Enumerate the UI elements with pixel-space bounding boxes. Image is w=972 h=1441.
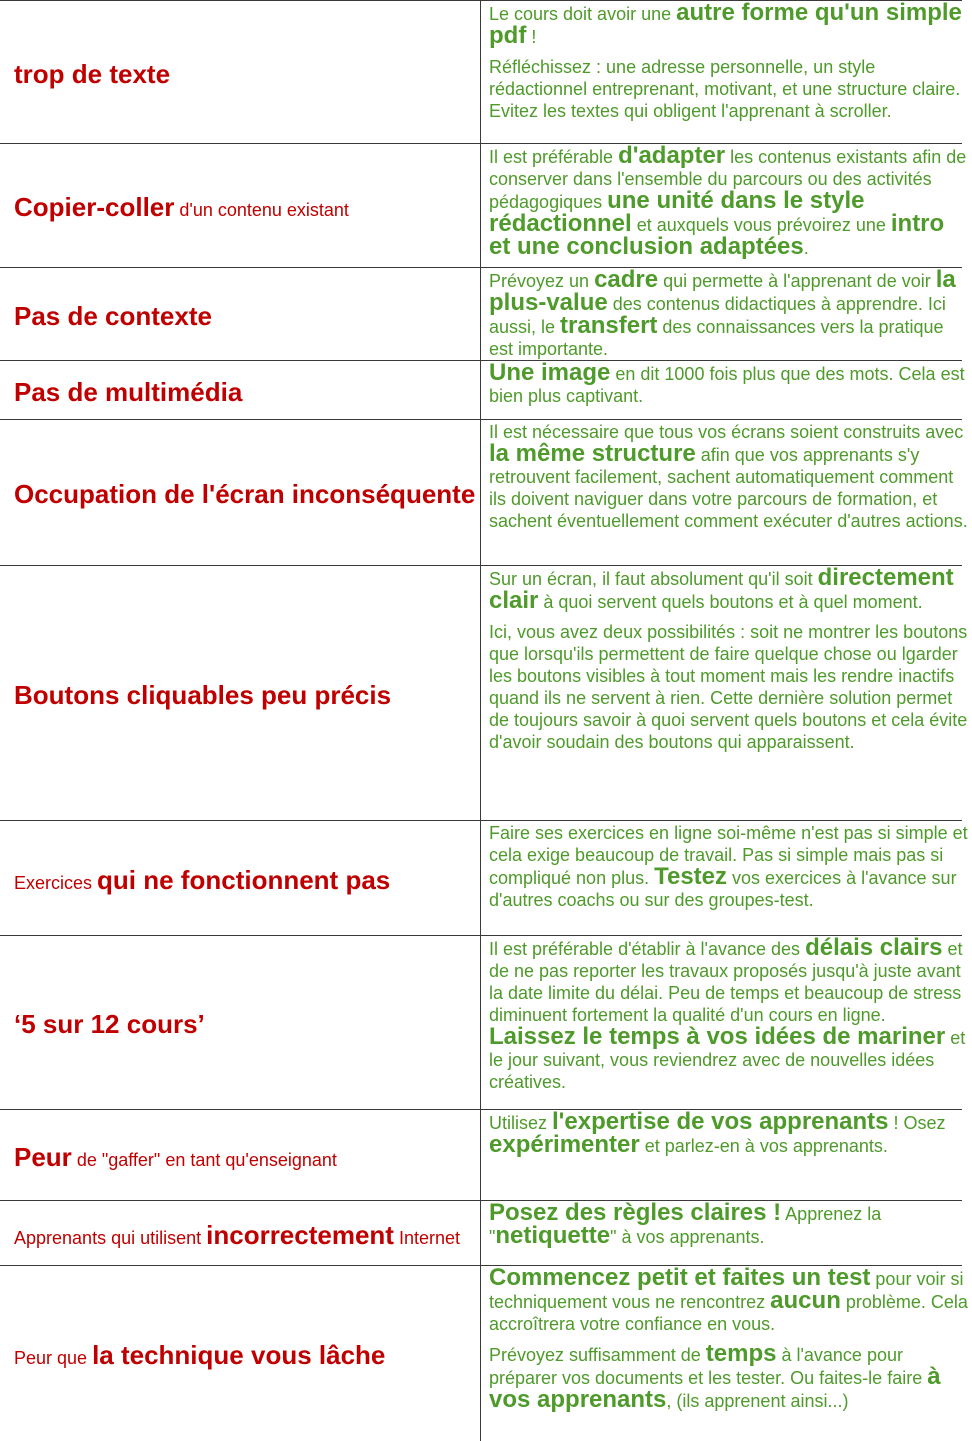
solution-phrase: Ici, vous avez deux possibilités : soit ne montrer les boutons que lorsqu'ils permettent de faire quelque chose ou lgarder les boutons visibles à tout moment mais les rendre inactifs quand ils ne servent à rien. Cette dernière solution permet de toujours savoir à quoi servent quels boutons et cela évite d'avoir soudain des boutons qui apparaissent.: [489, 622, 968, 752]
solution-cell: [481, 567, 969, 820]
solution-text: [481, 1202, 969, 1248]
solution-keyword: netiquette: [495, 1222, 611, 1249]
solution-keyword: délais clairs: [805, 937, 943, 961]
solution-paragraph: [489, 1111, 969, 1157]
solution-keyword: expérimenter: [489, 1131, 640, 1158]
problem-cell: [0, 360, 480, 419]
solution-paragraph: [489, 56, 969, 122]
problem-keyword: trop de texte: [14, 58, 171, 89]
solution-phrase: Le cours doit avoir une: [489, 4, 677, 24]
solution-phrase: Réfléchissez : une adresse personnelle, un style rédactionnel entreprenant, motivant, et une structure claire. Evitez les textes qui obligent l'apprenant à scroller.: [489, 57, 961, 121]
solution-phrase: et de ne pas reporter les travaux proposés jusqu'à juste avant la date limite du délai. Peu de temps et beaucoup de stress diminuent fortement la qualité d'un cours en ligne.: [489, 939, 963, 1025]
solution-phrase: " à vos apprenants.: [610, 1227, 765, 1247]
solution-keyword: intro et une conclusion adaptées: [489, 210, 945, 260]
solution-text: [481, 269, 969, 360]
solution-phrase: !: [526, 27, 537, 47]
solution-keyword: la même structure: [489, 440, 696, 467]
solution-phrase: et le jour suivant, vous reviendrez avec de nouvelles idées créatives.: [489, 1028, 966, 1092]
problem-cell: [0, 0, 480, 143]
solution-phrase: qui permette à l'apprenant de voir: [658, 271, 936, 291]
problem-text: [0, 1218, 460, 1248]
problem-cell: [0, 1200, 480, 1265]
problem-keyword: qui ne fonctionnent pas: [97, 864, 391, 895]
solution-paragraph: [489, 145, 969, 259]
solution-phrase: , (ils apprenent ainsi...): [666, 1391, 849, 1411]
solution-cell: [481, 362, 969, 419]
solution-keyword: une unité dans le style rédactionnel: [489, 187, 865, 237]
problem-keyword: incorrectement: [206, 1219, 394, 1250]
problem-text: [0, 863, 390, 893]
solution-cell: [481, 269, 969, 360]
problem-text: [0, 477, 475, 507]
solution-phrase: .: [803, 238, 809, 258]
solution-phrase: des contenus didactiques à apprendre. Ici aussi, le: [489, 294, 946, 337]
solution-text: [481, 2, 969, 122]
problem-keyword: ‘5 sur 12 cours’: [14, 1009, 205, 1039]
problem-phrase: Peur que: [14, 1348, 93, 1368]
solution-phrase: et parlez-en à vos apprenants.: [639, 1136, 888, 1156]
solution-paragraph: [489, 567, 969, 613]
problem-phrase: Apprenants qui utilisent: [14, 1227, 207, 1248]
problem-text: [0, 57, 170, 87]
solution-phrase: des connaissances vers la pratique est importante.: [489, 317, 944, 359]
solution-phrase: Utilisez: [489, 1113, 553, 1133]
problem-text: [0, 1338, 385, 1368]
problem-text: [0, 678, 391, 708]
problem-phrase: de "gaffer" en tant qu'enseignant: [71, 1149, 337, 1170]
solution-keyword: aucun: [770, 1287, 841, 1314]
solution-phrase: et auxquels vous prévoirez une: [631, 215, 891, 235]
solution-phrase: Prévoyez suffisamment de: [489, 1345, 706, 1365]
solution-phrase: Sur un écran, il faut absolument qu'il soit: [489, 569, 818, 589]
problem-phrase: Exercices: [14, 872, 98, 893]
solution-cell: [481, 822, 969, 935]
solution-text: [481, 362, 969, 407]
problem-keyword: Occupation de l'écran inconséquente: [14, 479, 476, 509]
problem-keyword: Pas de contexte: [14, 300, 212, 331]
solution-keyword: temps: [705, 1340, 777, 1367]
problem-keyword: Pas de multimédia: [14, 376, 243, 407]
solution-cell: [481, 1202, 969, 1265]
solution-keyword: la plus-value: [489, 269, 956, 316]
problem-cell: [0, 565, 480, 820]
solution-cell: [481, 145, 969, 267]
solution-paragraph: [489, 269, 969, 360]
solution-paragraph: [489, 2, 969, 48]
solution-text: [481, 567, 969, 753]
solution-keyword: transfert: [560, 312, 658, 339]
solution-text: [481, 145, 969, 259]
solution-keyword: autre forme qu'un simple pdf: [489, 2, 962, 49]
solution-phrase: Il est préférable: [489, 147, 619, 167]
solution-cell: [481, 1267, 969, 1441]
solution-keyword: Commencez petit et faites un test: [489, 1267, 871, 1291]
problem-keyword: Boutons cliquables peu précis: [14, 679, 392, 710]
solution-paragraph: [489, 1202, 969, 1248]
solution-paragraph: [489, 822, 969, 911]
solution-keyword: l'expertise de vos apprenants: [552, 1111, 889, 1135]
problem-text: [0, 1007, 205, 1037]
solution-keyword: Posez des règles claires !: [489, 1202, 782, 1226]
problem-cell: [0, 419, 480, 565]
problem-cell: [0, 143, 480, 267]
solution-phrase: problème. Cela accroîtrera votre confiance en vous.: [489, 1292, 968, 1334]
problem-text: [0, 375, 242, 405]
problem-phrase: Internet: [393, 1227, 461, 1248]
solution-text: [481, 822, 969, 911]
solution-keyword: à vos apprenants: [489, 1363, 941, 1413]
solution-paragraph: [489, 937, 969, 1093]
solution-phrase: Faire ses exercices en ligne soi-même n'est pas si simple et cela exige beaucoup de travail. Pas si simple mais pas si compliqué non plus.: [489, 823, 968, 888]
problem-phrase: d'un contenu existant: [174, 200, 349, 220]
problem-keyword: Peur: [14, 1141, 72, 1172]
solution-cell: [481, 421, 969, 565]
solution-keyword: Testez: [654, 863, 728, 890]
solution-keyword: Laissez le temps à vos idées de mariner: [489, 1023, 946, 1050]
solution-phrase: Il est préférable d'établir à l'avance des: [489, 939, 806, 959]
solution-phrase: pour voir si techniquement vous ne rencontrez: [489, 1269, 964, 1312]
solution-phrase: les contenus existants afin de conserver dans l'ensemble du parcours ou des activités pédagogiques: [489, 147, 967, 212]
problem-text: [0, 1140, 337, 1170]
problem-cell: [0, 267, 480, 360]
solution-phrase: à l'avance pour préparer vos documents et les tester. Ou faites-le faire: [489, 1345, 928, 1388]
solution-text: [481, 421, 969, 532]
problem-cell: [0, 935, 480, 1109]
solution-keyword: cadre: [594, 269, 659, 293]
solution-cell: [481, 2, 969, 143]
problem-cell: [0, 1109, 480, 1200]
table-top-border: [0, 0, 962, 1]
problem-keyword: la technique vous lâche: [92, 1340, 386, 1370]
solution-phrase: à quoi servent quels boutons et à quel moment.: [538, 592, 923, 612]
solution-paragraph: [489, 421, 969, 532]
problem-cell: [0, 820, 480, 935]
solution-cell: [481, 937, 969, 1109]
problem-text: [0, 299, 212, 329]
solution-paragraph: [489, 1340, 969, 1413]
solution-keyword: directement clair: [489, 567, 954, 614]
solution-phrase: Apprenez la ": [489, 1204, 882, 1247]
solution-paragraph: [489, 1267, 969, 1335]
solution-phrase: Prévoyez un: [489, 271, 595, 291]
solution-phrase: en dit 1000 fois plus que des mots. Cela est bien plus captivant.: [489, 364, 965, 406]
solution-paragraph: [489, 362, 969, 407]
solution-phrase: ! Osez: [888, 1113, 946, 1133]
solution-keyword: Une image: [489, 362, 611, 386]
solution-cell: [481, 1111, 969, 1200]
solution-text: [481, 937, 969, 1093]
solution-phrase: afin que vos apprenants s'y retrouvent facilement, sachent automatiquement comment ils doivent naviguer dans votre parcours de formation, et sachent éventuellement comment exécuter d'autres actions.: [489, 445, 968, 531]
solution-phrase: vos exercices à l'avance sur d'autres coachs ou sur des groupes-test.: [489, 868, 957, 910]
problem-keyword: Copier-coller: [14, 192, 175, 222]
solution-phrase: Il est nécessaire que tous vos écrans soient construits avec: [489, 422, 964, 442]
solution-paragraph: [489, 621, 969, 753]
solution-text: [481, 1267, 969, 1412]
problem-cell: [0, 1265, 480, 1441]
solution-keyword: d'adapter: [618, 145, 726, 169]
problem-text: [0, 190, 349, 220]
solution-text: [481, 1111, 969, 1157]
